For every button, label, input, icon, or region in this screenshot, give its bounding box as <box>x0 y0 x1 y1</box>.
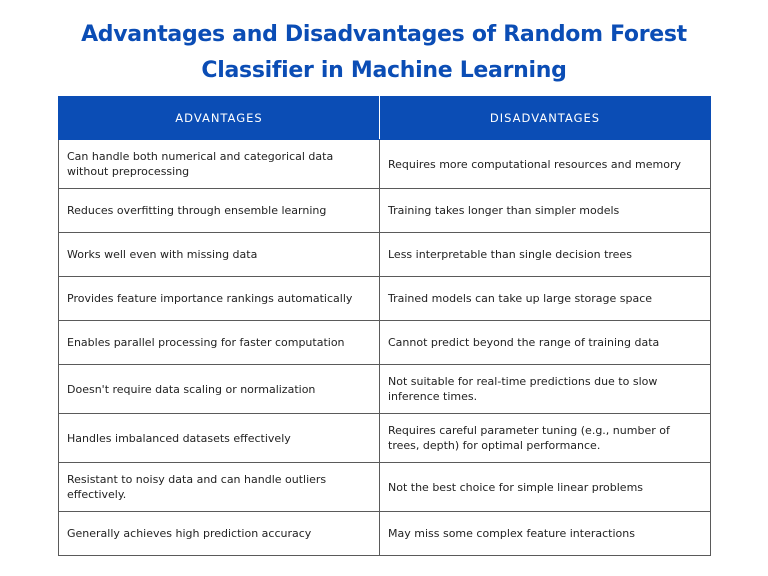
disadvantage-cell: Less interpretable than single decision trees <box>380 233 711 277</box>
table-row <box>59 233 711 277</box>
disadvantage-cell: Requires careful parameter tuning (e.g., number of trees, depth) for optimal performance. <box>380 414 711 463</box>
table-row <box>59 414 711 463</box>
page-title-line-2: Classifier in Machine Learning <box>201 58 567 83</box>
header-row <box>59 97 711 140</box>
table-row <box>59 140 711 189</box>
table-row <box>59 189 711 233</box>
advantage-cell: Reduces overfitting through ensemble learning <box>59 189 380 233</box>
header-disadvantages: DISADVANTAGES <box>380 97 711 140</box>
header-advantages: ADVANTAGES <box>59 97 380 140</box>
disadvantage-cell: Not suitable for real-time predictions due to slow inference times. <box>380 365 711 414</box>
comparison-table <box>58 96 711 556</box>
disadvantage-cell: Trained models can take up large storage space <box>380 277 711 321</box>
advantage-cell: Can handle both numerical and categorical data without preprocessing <box>59 140 380 189</box>
advantage-cell: Handles imbalanced datasets effectively <box>59 414 380 463</box>
disadvantage-cell: Not the best choice for simple linear problems <box>380 463 711 512</box>
page-title-line-1: Advantages and Disadvantages of Random Forest <box>81 22 687 47</box>
table-row <box>59 365 711 414</box>
advantage-cell: Generally achieves high prediction accuracy <box>59 512 380 556</box>
table-header <box>59 97 711 140</box>
advantage-cell: Enables parallel processing for faster computation <box>59 321 380 365</box>
disadvantage-cell: May miss some complex feature interactions <box>380 512 711 556</box>
disadvantage-cell: Training takes longer than simpler models <box>380 189 711 233</box>
disadvantage-cell: Cannot predict beyond the range of training data <box>380 321 711 365</box>
advantage-cell: Provides feature importance rankings automatically <box>59 277 380 321</box>
page-title <box>0 17 768 89</box>
disadvantage-cell: Requires more computational resources and memory <box>380 140 711 189</box>
advantage-cell: Doesn't require data scaling or normalization <box>59 365 380 414</box>
table-row <box>59 321 711 365</box>
advantage-cell: Resistant to noisy data and can handle outliers effectively. <box>59 463 380 512</box>
advantage-cell: Works well even with missing data <box>59 233 380 277</box>
table-row <box>59 512 711 556</box>
table-body <box>59 140 711 556</box>
table-row <box>59 463 711 512</box>
table-row <box>59 277 711 321</box>
